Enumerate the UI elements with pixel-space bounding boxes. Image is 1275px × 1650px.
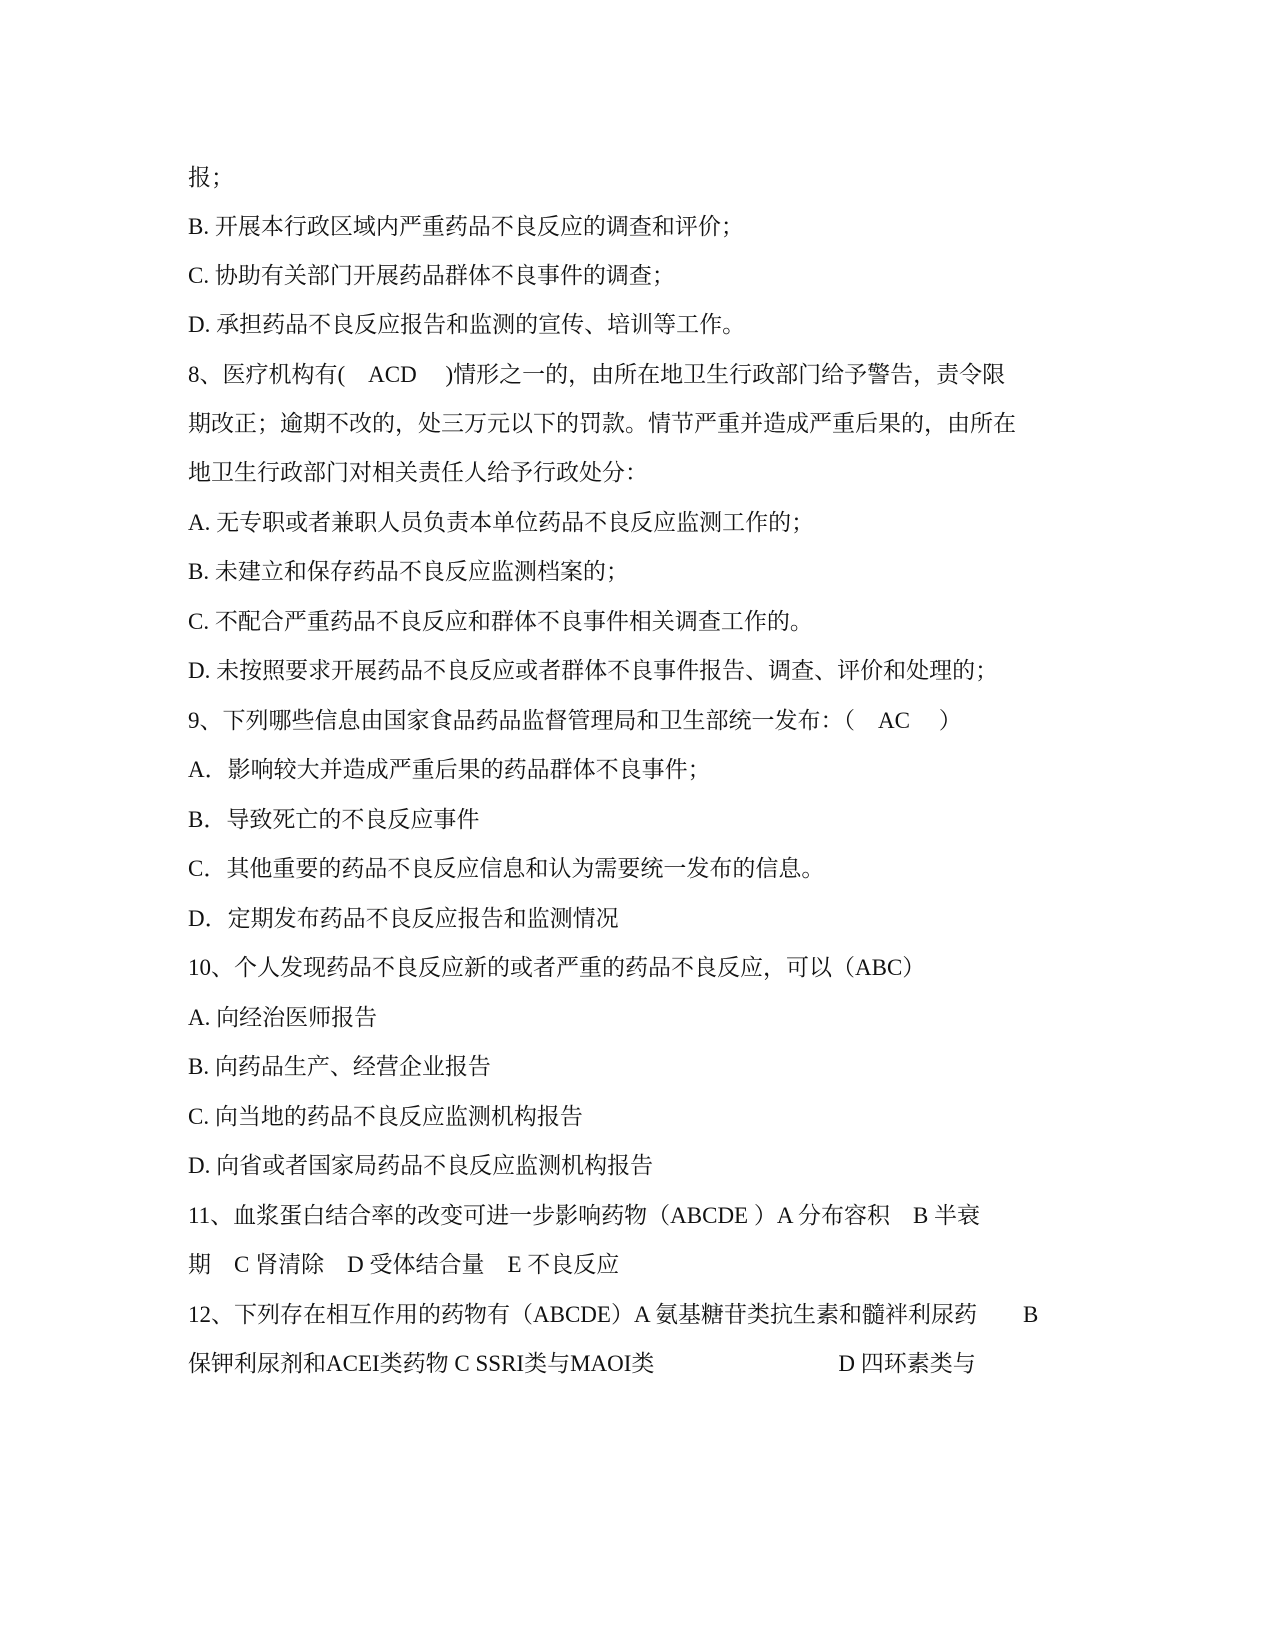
text-line: B．导致死亡的不良反应事件 [188, 807, 480, 832]
text-line: A. 向经治医师报告 [188, 1005, 378, 1030]
text-line: D．定期发布药品不良反应报告和监测情况 [188, 906, 619, 931]
text-line: 地卫生行政部门对相关责任人给予行政处分： [188, 460, 648, 485]
text-line: C. 协助有关部门开展药品群体不良事件的调查； [188, 263, 675, 288]
question-9-stem: 9、下列哪些信息由国家食品药品监督管理局和卫生部统一发布：（ AC ） [188, 708, 962, 733]
text-line: 保钾利尿剂和ACEI类药物 C SSRI类与MAOI类 D 四环素类与 [188, 1351, 976, 1376]
text-line: C. 向当地的药品不良反应监测机构报告 [188, 1104, 583, 1129]
question-8-stem: 8、医疗机构有( ACD )情形之一的，由所在地卫生行政部门给予警告，责令限 [188, 362, 1006, 387]
text-line: C. 不配合严重药品不良反应和群体不良事件相关调查工作的。 [188, 609, 813, 634]
text-line: D. 承担药品不良反应报告和监测的宣传、培训等工作。 [188, 312, 746, 337]
text-line: A．影响较大并造成严重后果的药品群体不良事件； [188, 757, 711, 782]
question-10-stem: 10、个人发现药品不良反应新的或者严重的药品不良反应，可以（ABC） [188, 955, 926, 980]
text-line: C．其他重要的药品不良反应信息和认为需要统一发布的信息。 [188, 856, 825, 881]
text-line: B. 向药品生产、经营企业报告 [188, 1054, 491, 1079]
text-line: 期 C 肾清除 D 受体结合量 E 不良反应 [188, 1252, 620, 1277]
question-11-stem: 11、血浆蛋白结合率的改变可进一步影响药物（ABCDE ）A 分布容积 B 半衰 [188, 1203, 981, 1228]
text-line: 期改正；逾期不改的，处三万元以下的罚款。情节严重并造成严重后果的，由所在 [188, 411, 1016, 436]
text-line: B. 未建立和保存药品不良反应监测档案的； [188, 559, 629, 584]
question-12-stem: 12、下列存在相互作用的药物有（ABCDE）A 氨基糖苷类抗生素和髓袢利尿药 B [188, 1302, 1039, 1327]
text-line: A. 无专职或者兼职人员负责本单位药品不良反应监测工作的； [188, 510, 815, 535]
text-line: 报； [188, 165, 234, 190]
text-line: D. 未按照要求开展药品不良反应或者群体不良事件报告、调查、评价和处理的； [188, 658, 999, 683]
text-line: D. 向省或者国家局药品不良反应监测机构报告 [188, 1153, 654, 1178]
text-line: B. 开展本行政区域内严重药品不良反应的调查和评价； [188, 214, 744, 239]
